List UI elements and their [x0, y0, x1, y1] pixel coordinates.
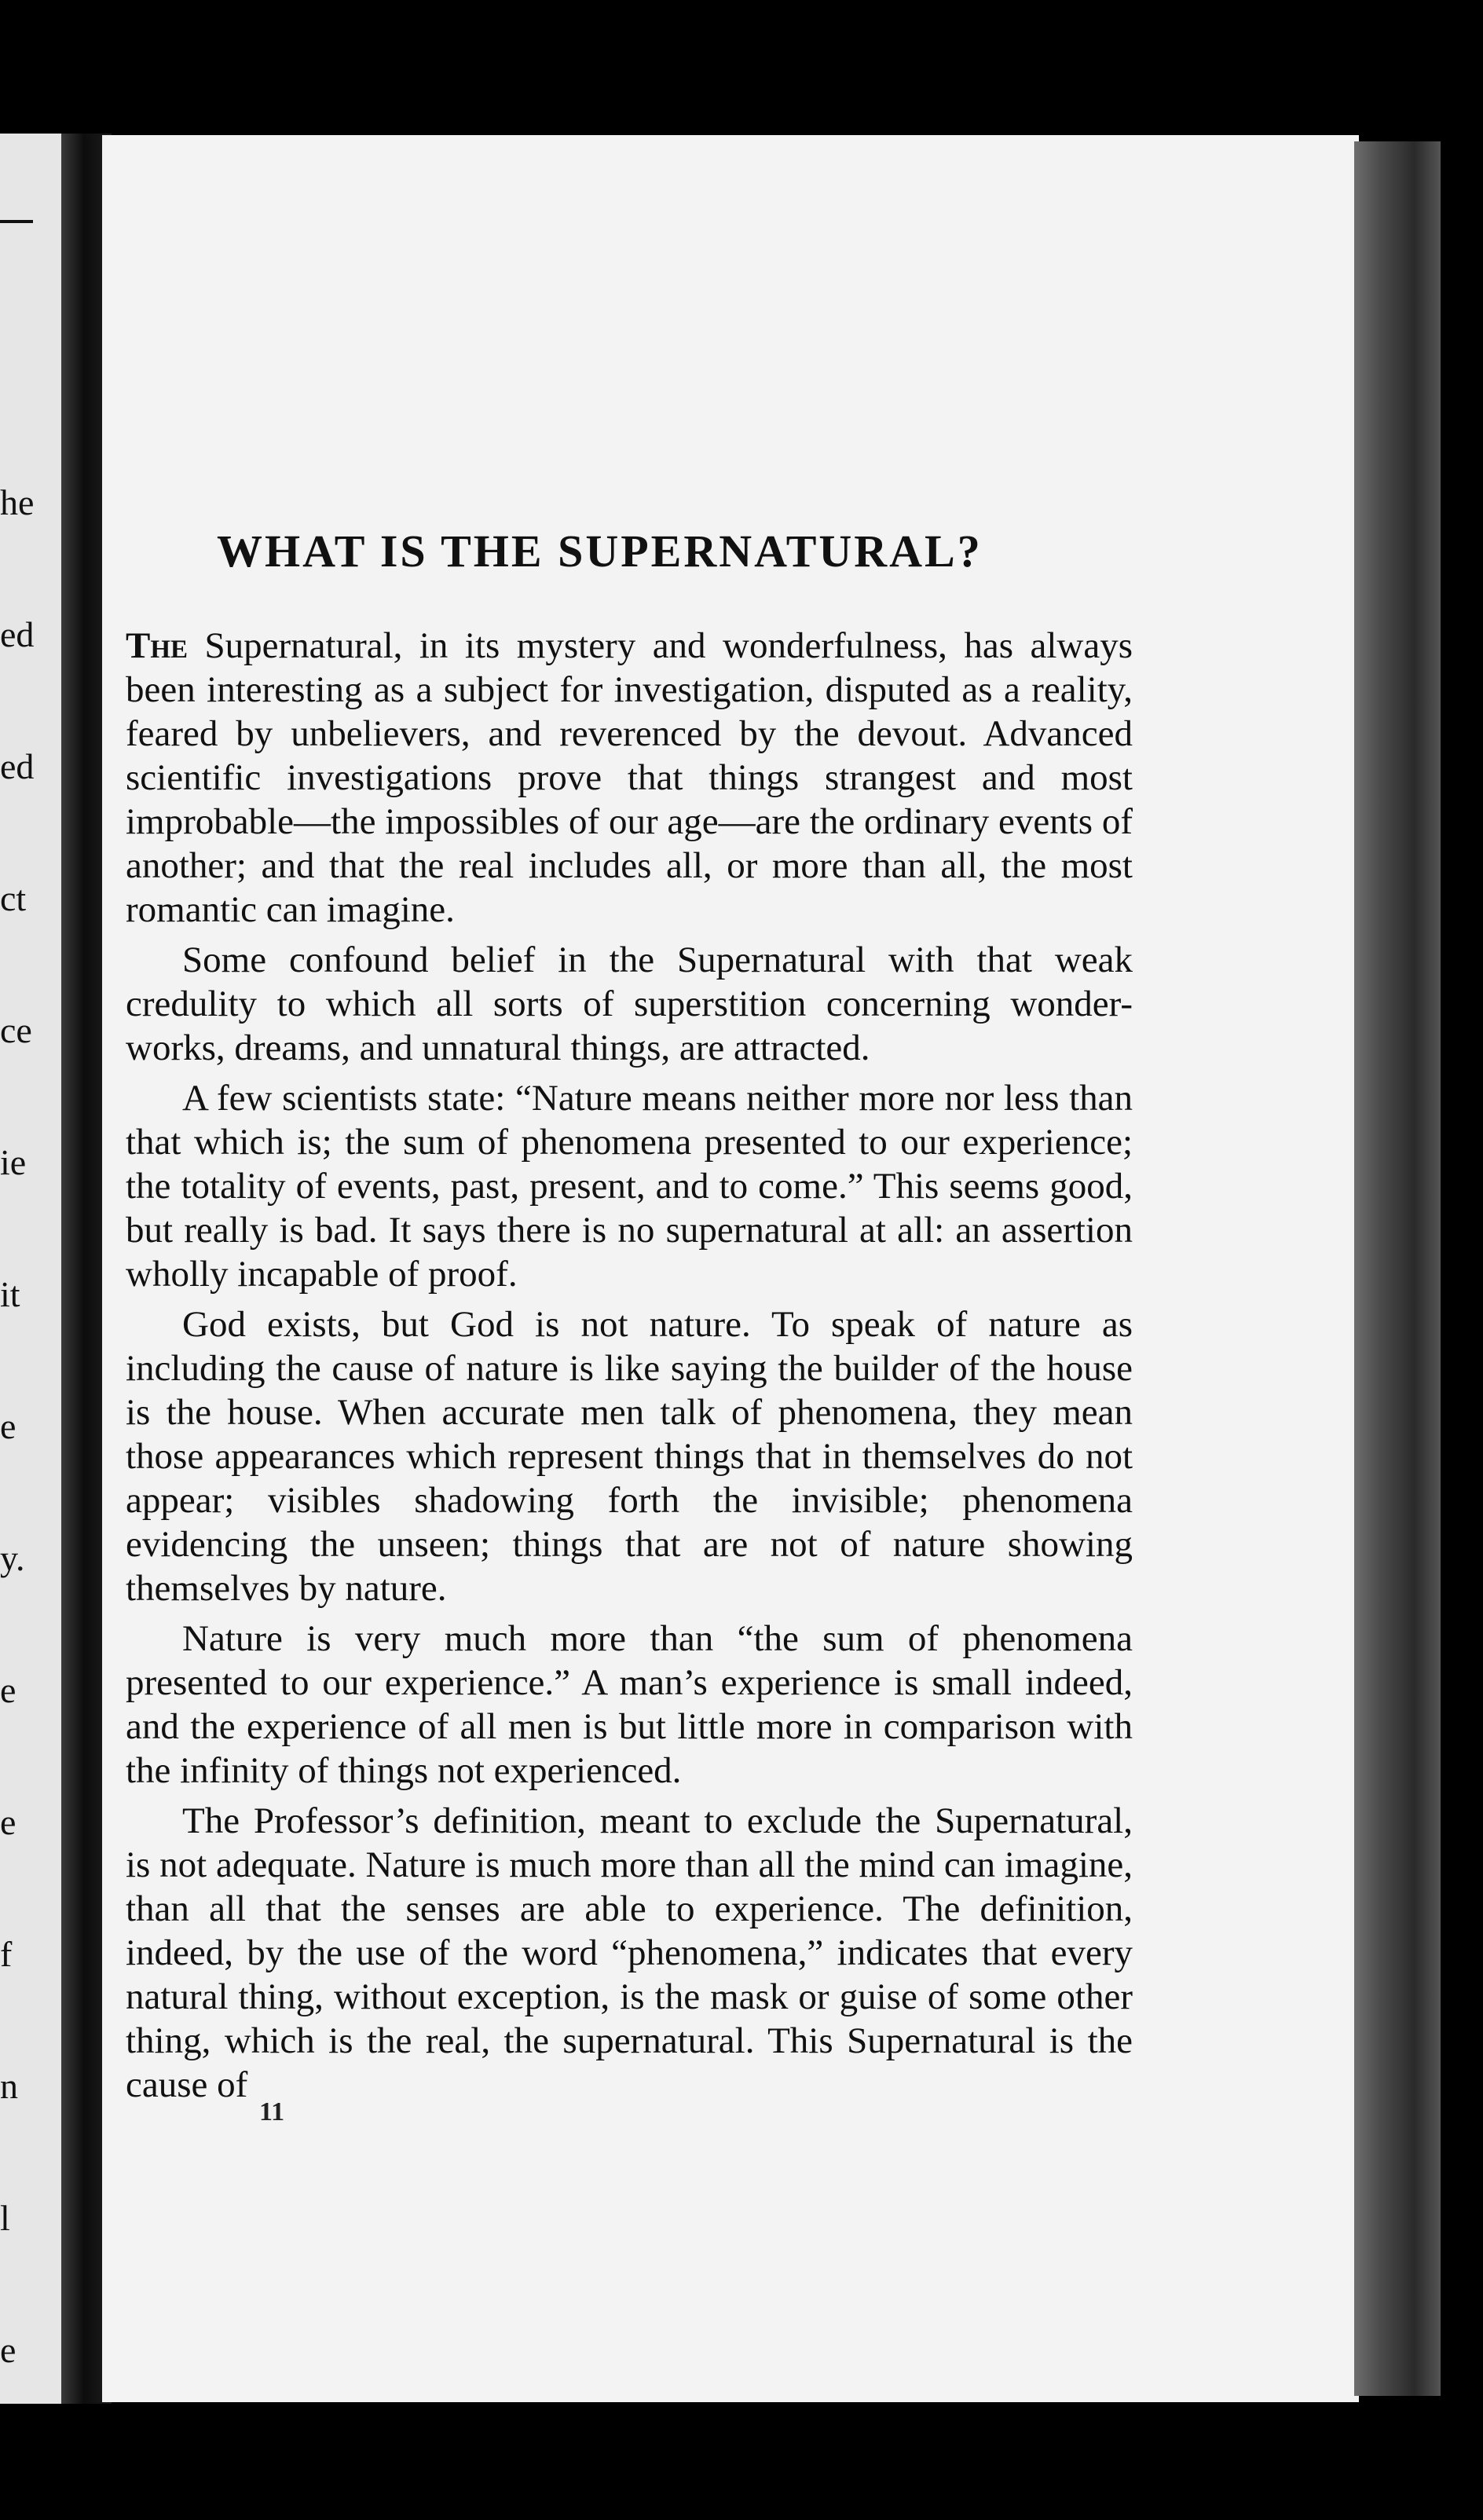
left-fragment: e — [0, 1670, 16, 1710]
left-fragment: it — [0, 1274, 20, 1314]
paragraph: God exists, but God is not nature. To speak of nature as including the cause of nature is like saying the builder of the house is the house. When accurate men talk of phenomena, they mean those appearances which represent things that in themselves do not appear; visibles shadowing forth the invisible; phenomena evidencing the unseen; things that are not of nature showing themselves by nature. — [126, 1304, 1133, 1609]
page-number: 11 — [259, 2097, 285, 2126]
left-fragment: ed — [0, 614, 35, 654]
left-fragment: ed — [0, 746, 35, 786]
left-fragment: n — [0, 2066, 18, 2106]
left-fragment: y. — [0, 1538, 25, 1578]
paragraph: Some confound belief in the Supernatural with that weak credulity to which all sorts of superstition concerning wonder-works, dreams, and unnatural things, are attracted. — [126, 940, 1133, 1068]
left-page-text-fragments — [0, 393, 47, 2416]
chapter-title: WHAT IS THE SUPERNATURAL? — [217, 526, 983, 577]
paragraph: Nature is very much more than “the sum of phenomena presented to our experience.” A man’s experience is small indeed, and the experience of all men is but little more in comparison with the infinity of things not experienced. — [126, 1618, 1133, 1791]
lead-word: The — [126, 625, 189, 666]
left-fragment: l — [0, 2198, 10, 2238]
left-fragment: he — [0, 482, 35, 522]
page-edge-shadow — [1354, 141, 1441, 2396]
left-fragment: ce — [0, 1010, 32, 1050]
left-fragment: ie — [0, 1142, 27, 1182]
left-fragment: e — [0, 2330, 16, 2370]
paragraph: A few scientists state: “Nature means neither more nor less than that which is; the sum of phenomena presented to our experience; the totality of events, past, present, and to come.” This seems good, but really is bad. It says there is no supernatural at all: an assertion wholly incapable of proof. — [126, 1078, 1133, 1295]
page-body-text — [126, 624, 1133, 2113]
left-fragment: ct — [0, 878, 27, 918]
left-fragment: e — [0, 1406, 16, 1446]
left-fragment: f — [0, 1934, 13, 1974]
paragraph: The Professor’s definition, meant to exclude the Supernatural, is not adequate. Nature is much more than all the mind can imagine, than all that the senses are able to experience. The definition, indeed, by the use of the word “phenomena,” indicates that every natural thing, without exception, is the mask or guise of some other thing, which is the real, the supernatural. This Supernatural is the cause of — [126, 1800, 1133, 2105]
left-fragment: e — [0, 1802, 16, 1842]
left-page-rule — [0, 220, 33, 223]
paragraph-text: Supernatural, in its mystery and wonderfulness, has always been interesting as a subject for investigation, disputed as a reality, feared by unbelievers, and reverenced by the devout. Advanced scientific investigations prove that things strangest and most improbable—the impossibles of our age—are the ordinary events of another; and that the real includes all, or more than all, the most romantic can imagine. — [126, 625, 1133, 930]
paragraph — [126, 624, 1133, 932]
